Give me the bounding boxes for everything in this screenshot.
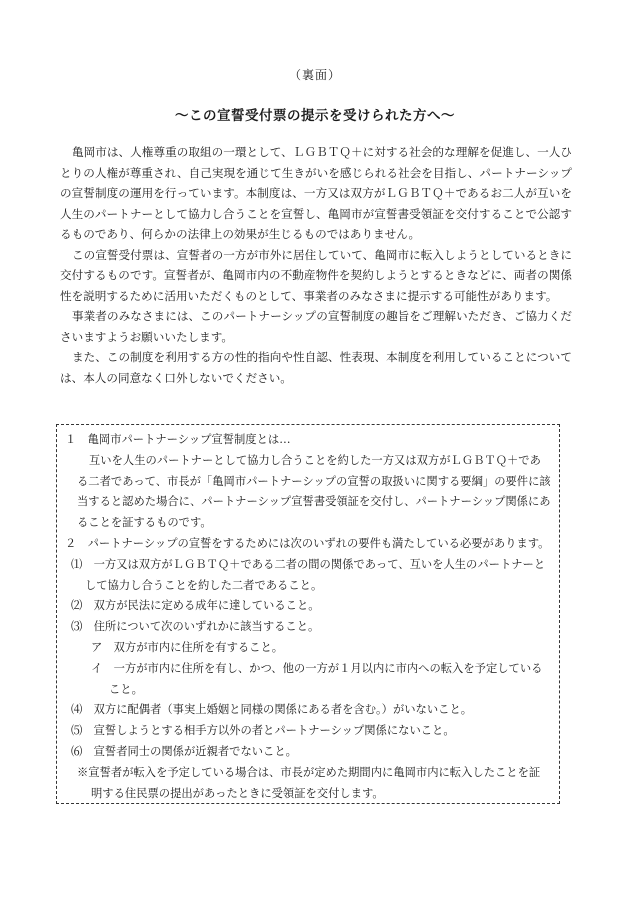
requirement-sub-item-a: ア 双方が市内に住所を有すること。	[91, 640, 284, 654]
requirement-item-1: ⑴ 一方又は双方がＬＧＢＴＱ＋である二者の間の関係であって、互いを人生のパートナーとして協力し合うことを約した二者であること。	[71, 557, 546, 592]
requirement-item-4: ⑷ 双方に配偶者（事実上婚姻と同様の関係にある者を含む。）がいないこと。	[71, 703, 473, 717]
section-1-body: 互いを人生のパートナーとして協力し合うことを約した一方又は双方がＬＧＢＴＱ＋である二者であって、市長が「亀岡市パートナーシップの宣誓の取扱いに関する要綱」の要件に該当すると認めた場合に、パートナーシップ宣誓書受領証を交付し、パートナーシップ関係にあることを証するものです。	[77, 453, 551, 530]
section-1-heading: １ 亀岡市パートナーシップ宣誓制度とは…	[65, 433, 291, 446]
system-summary-box	[56, 424, 560, 804]
page-title: 〜この宣誓受付票の提示を受けられた方へ〜	[175, 108, 455, 124]
transfer-note: ※宣誓者が転入を予定している場合は、市長が定めた期間内に亀岡市内に転入したことを証明する住民票の提出があったときに受領証を交付します。	[77, 765, 541, 800]
requirement-item-3: ⑶ 住所について次のいずれかに該当すること。	[71, 620, 320, 634]
requirement-sub-item-i: イ 一方が市内に住所を有し、かつ、他の一方が１月以内に市内への転入を予定していること。	[91, 661, 543, 696]
requirement-item-2: ⑵ 双方が民法に定める成年に達していること。	[71, 599, 320, 613]
intro-paragraph-4: また、この制度を利用する方の性的指向や性自認、性表現、本制度を利用していることについては、本人の同意なく口外しないでください。	[60, 350, 572, 385]
intro-paragraph-3: 事業者のみなさまには、このパートナーシップの宣誓制度の趣旨をご理解いただき、ご協力くださいますようお願いいたします。	[60, 309, 572, 344]
page-side-label: （裏面）	[288, 68, 341, 82]
intro-section	[60, 142, 572, 388]
intro-paragraph-2: この宣誓受付票は、宣誓者の一方が市外に居住していて、亀岡市に転入しようとしているときに交付するものです。宣誓者が、亀岡市内の不動産物件を契約しようとするときなどに、両者の関係性を説明するために活用いただくものとして、事業者のみなさまに提示する可能性があります。	[60, 247, 572, 303]
requirement-item-6: ⑹ 宣誓者同士の関係が近親者でないこと。	[71, 744, 297, 758]
intro-paragraph-1: 亀岡市は、人権尊重の取組の一環として、ＬＧＢＴＱ＋に対する社会的な理解を促進し、一人ひとりの人権が尊重され、自己実現を通じて生きがいを感じられる社会を目指し、パートナーシップの宣誓制度の運用を行っています。本制度は、一方又は双方がＬＧＢＴＱ＋であるお二人が互いを人生のパートナーとして協力し合うことを宣誓し、亀岡市が宣誓書受領証を交付することで公認するものであり、何らかの法律上の効果が生じるものではありません。	[60, 145, 572, 241]
requirement-item-5: ⑸ 宣誓しようとする相手方以外の者とパートナーシップ関係にないこと。	[71, 724, 455, 738]
section-2-heading: ２ パートナーシップの宣誓をするためには次のいずれの要件も満たしている必要があります。	[65, 536, 550, 550]
